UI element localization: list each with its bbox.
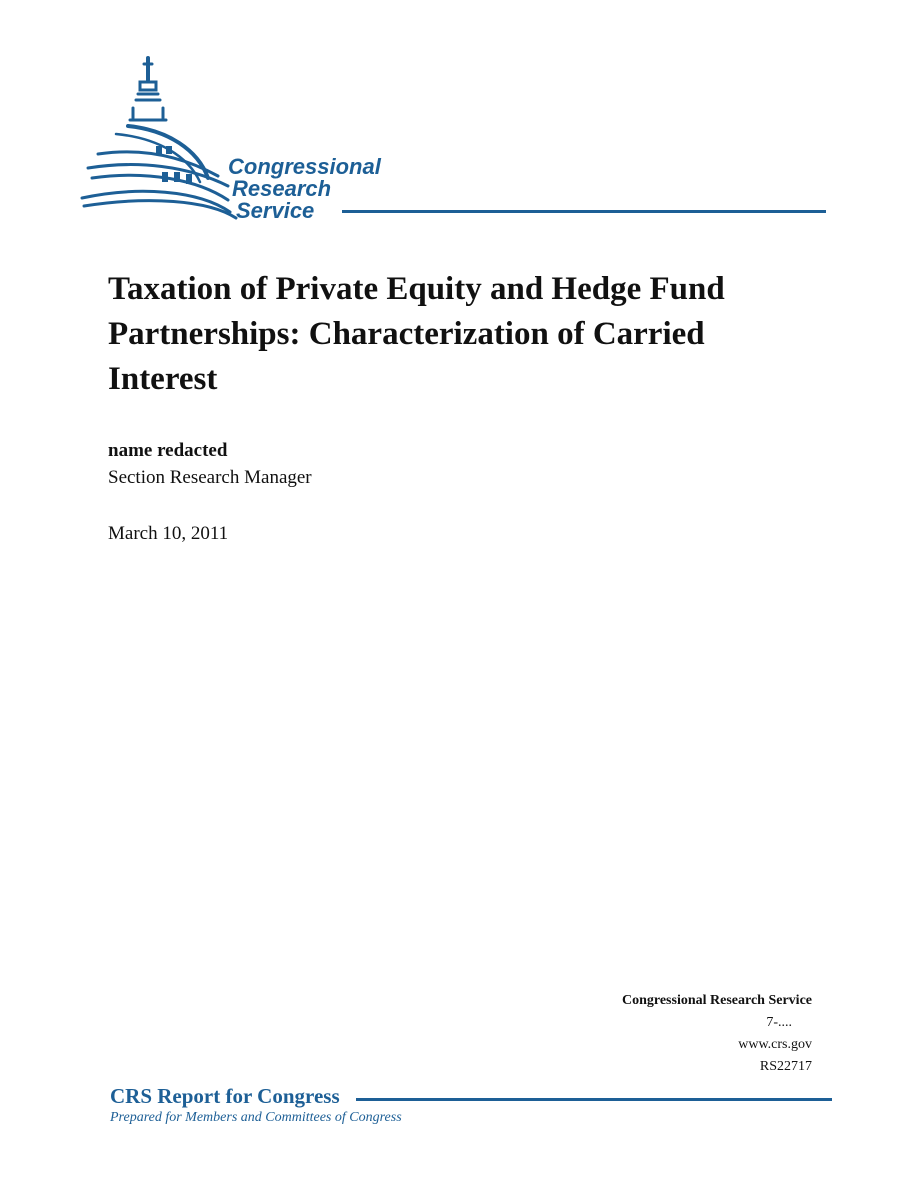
footer-title: CRS Report for Congress xyxy=(110,1084,340,1108)
info-report-number: RS22717 xyxy=(759,1059,812,1074)
author-role: Section Research Manager xyxy=(108,467,312,488)
logo-text-service: Service xyxy=(236,198,315,223)
logo-text-congressional: Congressional xyxy=(228,154,381,179)
logo-text-research: Research xyxy=(232,176,332,201)
info-org: Congressional Research Service xyxy=(621,993,812,1008)
report-info-block xyxy=(622,990,812,1078)
report-title: Taxation of Private Equity and Hedge Fund Partnerships: Characterization of Carried Interest xyxy=(108,271,725,397)
footer-rule xyxy=(356,1098,832,1101)
info-version: 7-.... xyxy=(766,1015,792,1030)
info-url[interactable]: www.crs.gov xyxy=(738,1037,812,1052)
footer-subtitle: Prepared for Members and Committees of Congress xyxy=(110,1110,402,1125)
logo-rule xyxy=(342,210,826,213)
author-name: name redacted xyxy=(108,440,228,461)
report-date: March 10, 2011 xyxy=(108,523,229,544)
crs-logo xyxy=(78,50,838,225)
